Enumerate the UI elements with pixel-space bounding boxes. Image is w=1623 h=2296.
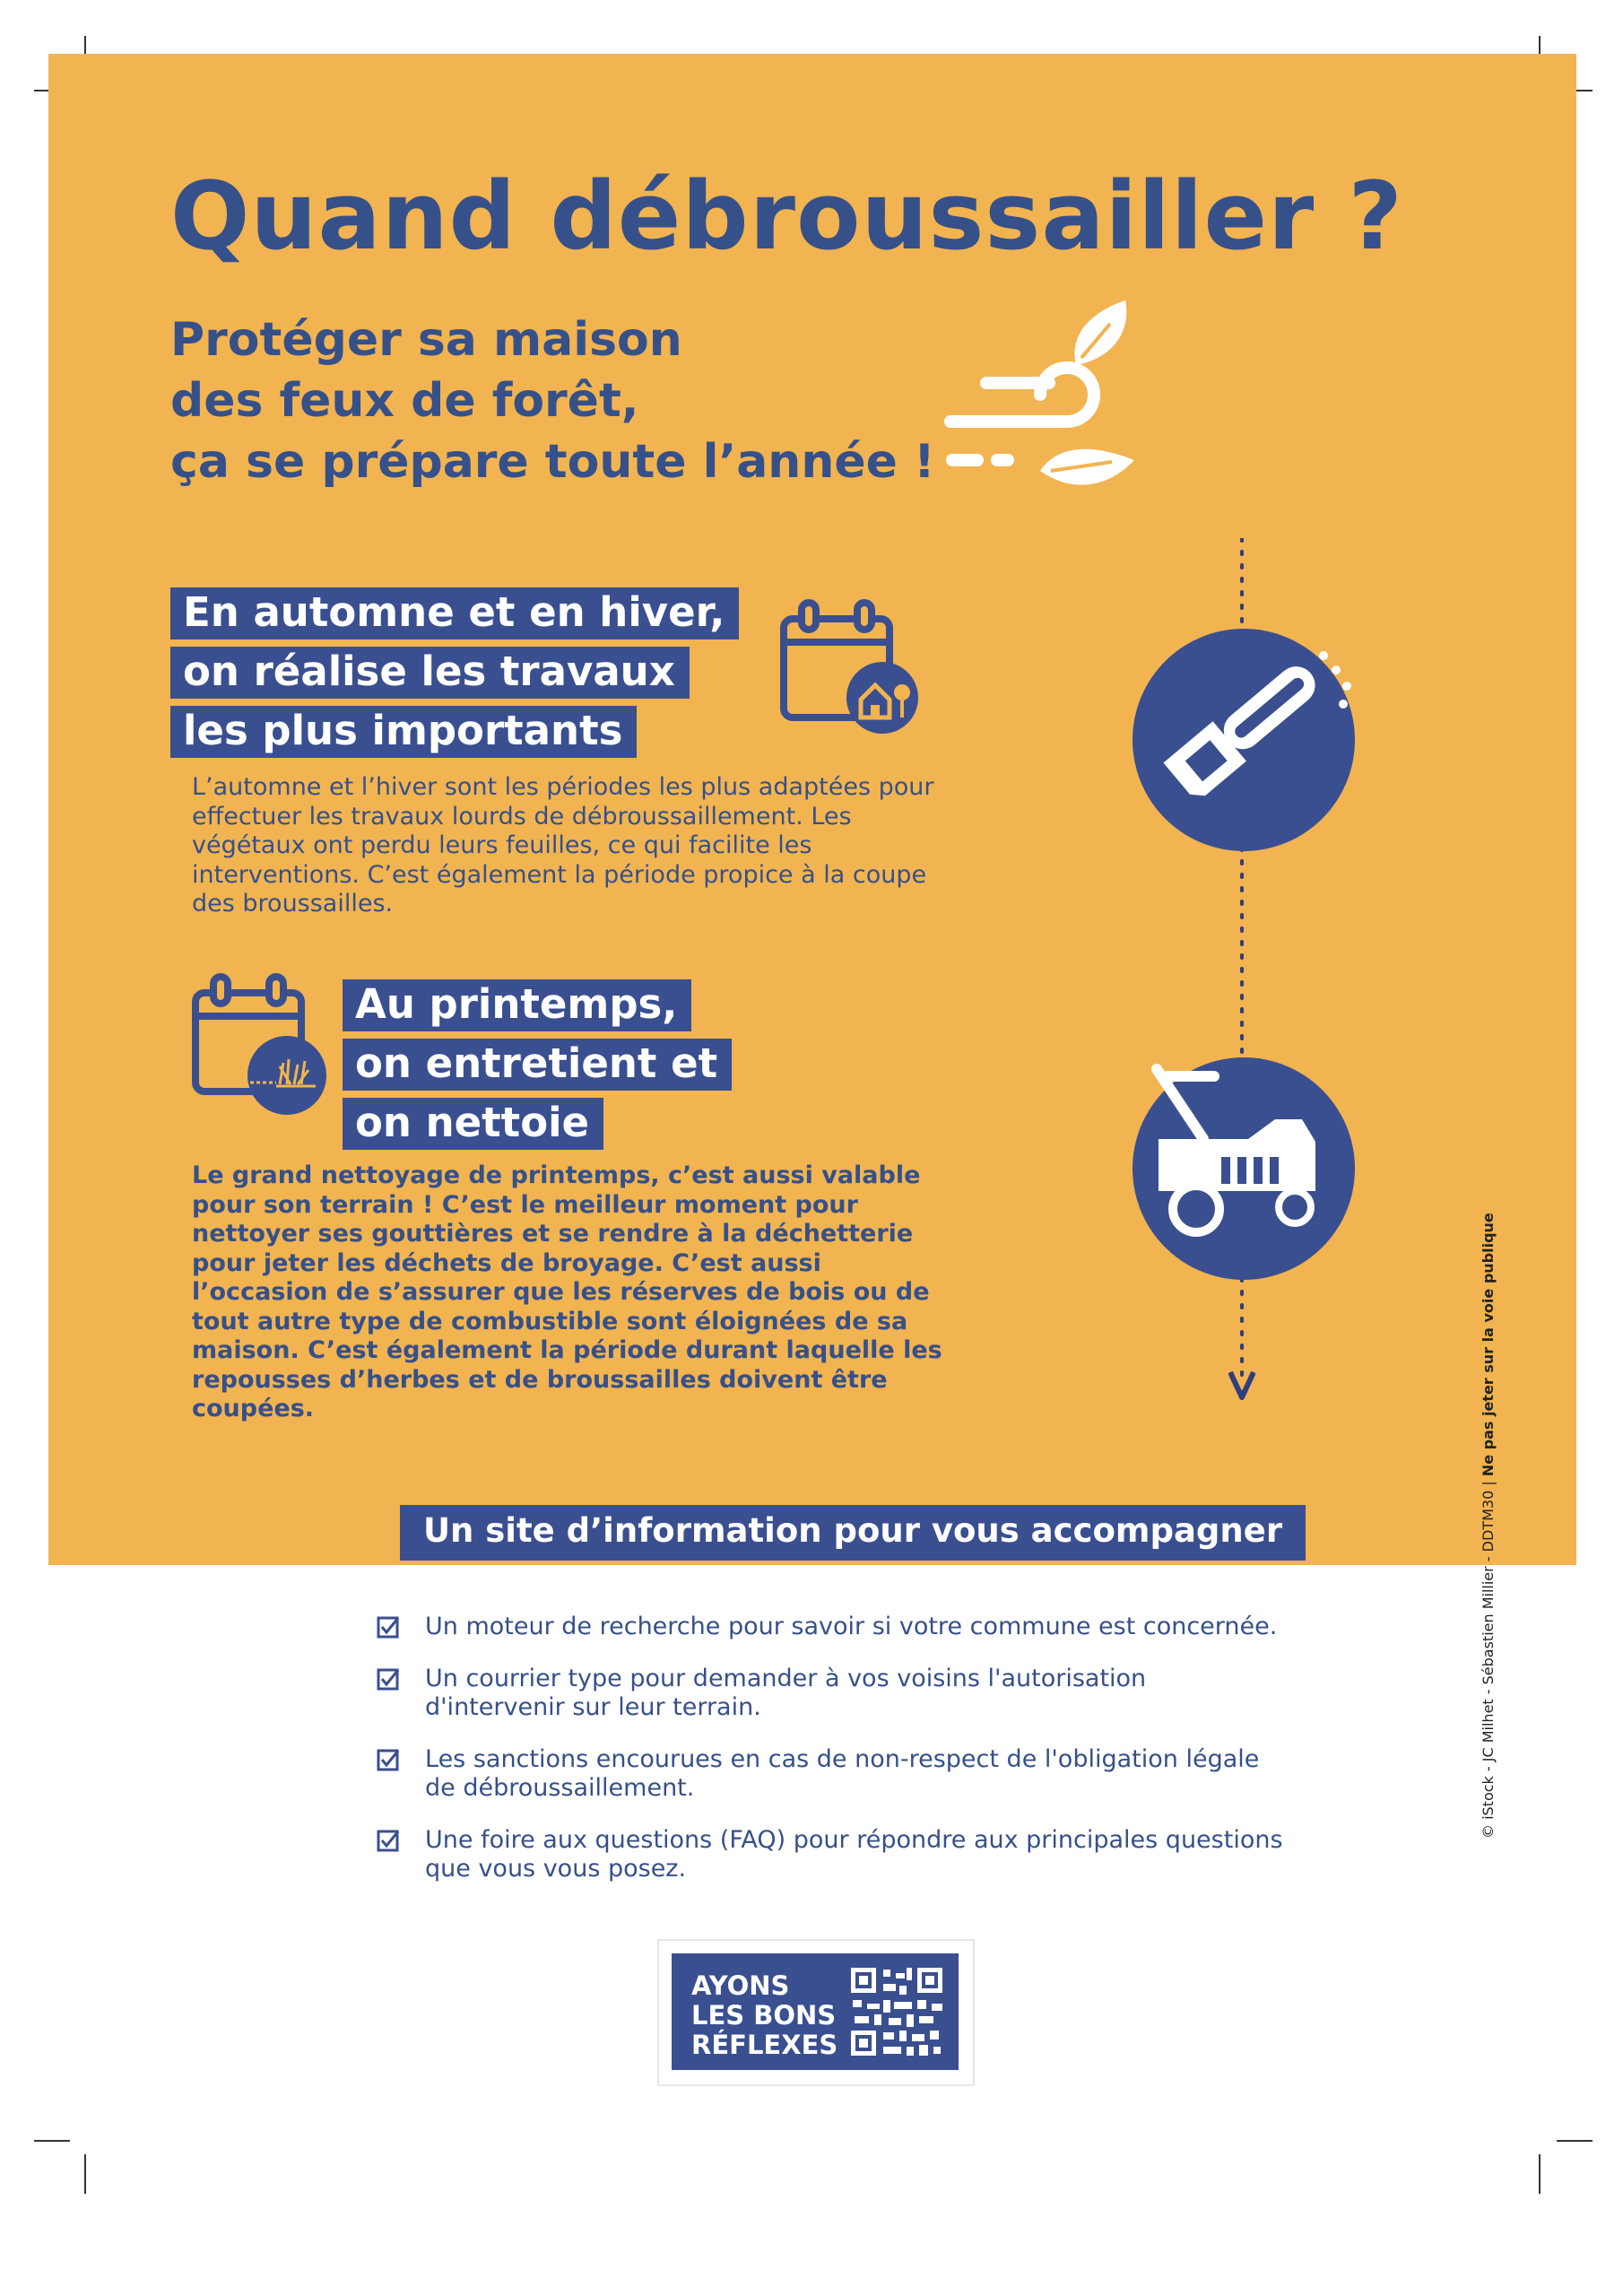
list-item-text: Une foire aux questions (FAQ) pour répondre aux principales questions que vous vous posez.	[425, 1826, 1283, 1883]
section1-heading-line: En automne et en hiver,	[170, 587, 739, 639]
section2-heading	[343, 979, 732, 1157]
badge-line: RÉFLEXES	[691, 2030, 838, 2060]
badge-panel	[672, 1953, 959, 2070]
list-item-text: Les sanctions encourues en cas de non-respect de l'obligation légale de débroussaillement.	[425, 1745, 1260, 1802]
checkbox-icon	[377, 1748, 400, 1771]
subtitle-line: des feux de forêt,	[170, 374, 639, 428]
subtitle-line: ça se prépare toute l’année !	[170, 435, 935, 489]
section2-heading-line: on entretient et	[343, 1039, 732, 1091]
qr-badge[interactable]	[657, 1939, 975, 2086]
crop-mark	[34, 2140, 70, 2142]
section1-paragraph: L’automne et l’hiver sont les périodes les plus adaptées pour effectuer les travaux lourds de débroussaillement. Les végétaux ont perdu leurs feuilles, ce qui facilite les interventions. C’est également la période propice à la coupe des broussailles.	[192, 773, 934, 918]
section1-heading	[170, 587, 739, 765]
section2-heading-line: Au printemps,	[343, 979, 691, 1031]
list-item	[377, 1665, 1291, 1722]
info-list	[377, 1613, 1291, 1907]
calendar-house-icon	[778, 599, 931, 734]
subtitle-line: Protéger sa maison	[170, 313, 682, 367]
list-item-text: Un courrier type pour demander à vos voisins l'autorisation d'intervenir sur leur terrain.	[425, 1665, 1147, 1721]
list-item	[377, 1745, 1291, 1803]
checkbox-icon	[377, 1829, 400, 1852]
credit-photo: © iStock - JC Milhet - Sébastien Millier - DDTM30 |	[1480, 1476, 1497, 1839]
calendar-grass-icon	[190, 973, 343, 1121]
section2-paragraph: Le grand nettoyage de printemps, c’est aussi valable pour son terrain ! C’est le meilleur moment pour nettoyer ses gouttières et se rendre à la déchetterie pour jeter les déchets de broyage. C’est aussi l’occasion de s’assurer que les réserves de bois ou de tout autre type de combustible sont éloignées de sa maison. C’est également la période durant laquelle les repousses d’herbes et de broussailles doivent être coupées.	[192, 1161, 942, 1422]
badge-text	[691, 1971, 838, 2060]
subtitle	[170, 309, 935, 492]
qr-code-icon[interactable]	[847, 1964, 946, 2059]
photo-credit	[1480, 1213, 1497, 1839]
badge-line: LES BONS	[691, 2000, 837, 2031]
checkbox-icon	[377, 1667, 400, 1691]
section2-heading-line: on nettoie	[343, 1098, 603, 1150]
section1-heading-line: on réalise les travaux	[170, 647, 690, 699]
wind-leaves-icon	[933, 291, 1157, 516]
credit-notice: Ne pas jeter sur la voie publique	[1480, 1213, 1497, 1477]
list-item	[377, 1826, 1291, 1883]
page-title: Quand débroussailler ?	[170, 161, 1403, 271]
badge-line: AYONS	[691, 1970, 790, 2001]
crop-mark	[1557, 2140, 1593, 2142]
lawn-mower-icon	[1132, 1057, 1360, 1285]
crop-mark	[1539, 2154, 1541, 2194]
chainsaw-icon	[1132, 623, 1360, 852]
crop-mark	[84, 2154, 86, 2194]
list-item-text: Un moteur de recherche pour savoir si votre commune est concernée.	[425, 1613, 1278, 1640]
info-banner: Un site d’information pour vous accompagner	[400, 1505, 1306, 1561]
section1-heading-line: les plus importants	[170, 706, 637, 758]
list-item	[377, 1613, 1291, 1641]
checkbox-icon	[377, 1615, 400, 1639]
